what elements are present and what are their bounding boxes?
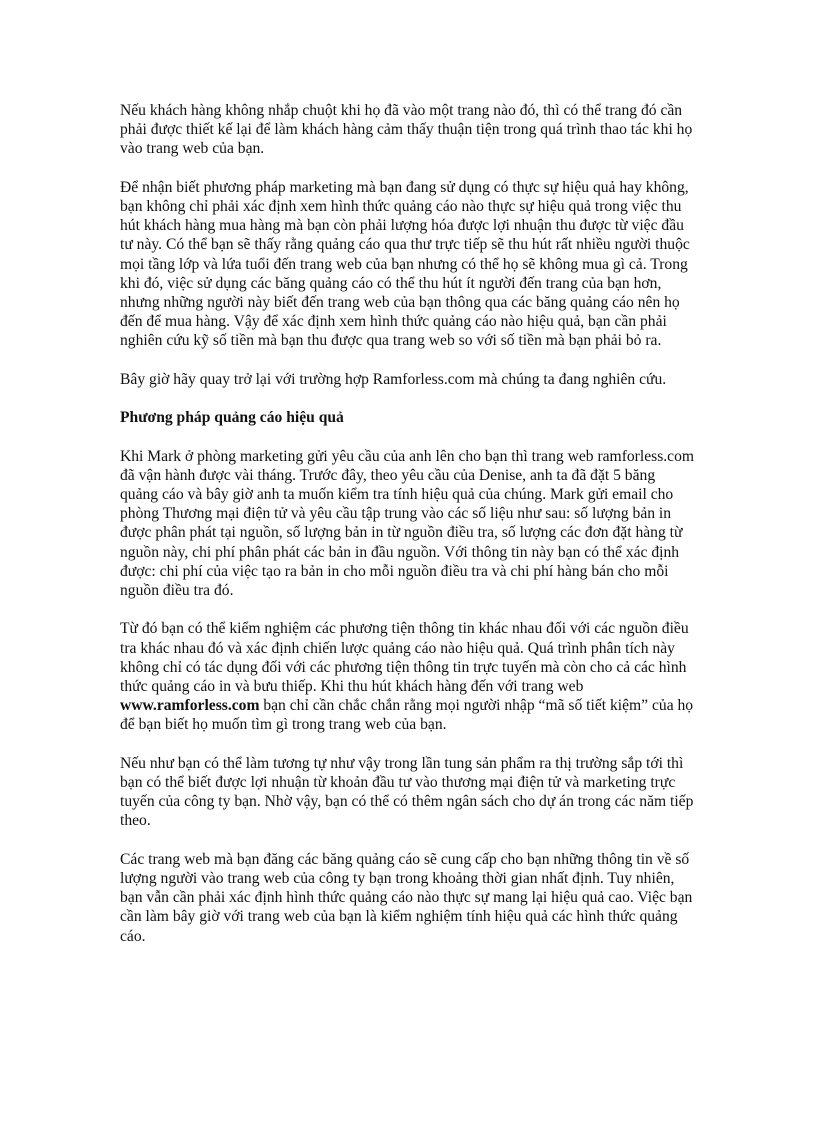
paragraph-4: Khi Mark ở phòng marketing gửi yêu cầu của anh lên cho bạn thì trang web ramforless.com đã vận hành được vài tháng. Trước đây, theo yêu cầu của Denise, anh ta đã đặt 5 băng quảng cáo và bây giờ anh ta muốn kiểm tra tính hiệu quả của chúng. Mark gửi email cho phòng Thương mại điện tử và yêu cầu tập trung vào các số liệu như sau: số lượng bản in được phân phát tại nguồn, số lượng bản in từ nguồn điều tra, số lượng các đơn đặt hàng từ nguồn này, chi phí phân phát các bản in đầu nguồn. Với thông tin này bạn có thể xác định được: chi phí của việc tạo ra bản in cho mỗi nguồn điều tra và chi phí hàng bán cho mỗi nguồn điều tra đó. xyxy=(120,447,695,600)
paragraph-7: Các trang web mà bạn đăng các băng quảng cáo sẽ cung cấp cho bạn những thông tin về số lượng người vào trang web của công ty bạn trong khoảng thời gian nhất định. Tuy nhiên, bạn vẫn cần phải xác định hình thức quảng cáo nào thực sự mang lại hiệu quả cao. Việc bạn cần làm bây giờ với trang web của bạn là kiểm nghiệm tính hiệu quả các hình thức quảng cáo. xyxy=(120,850,693,945)
paragraph-5-text-before: Từ đó bạn có thể kiểm nghiệm các phương tiện thông tin khác nhau đối với các nguồn điều tra khác nhau đó và xác định chiến lược quảng cáo nào hiệu quả. Quá trình phân tích này không chỉ có tác dụng đối với các phương tiện thông tin trực tuyến mà còn cho cả các hình thức quảng cáo in và bưu thiếp. Khi thu hút khách hàng đến với trang web xyxy=(120,620,689,696)
paragraph-6: Nếu như bạn có thể làm tương tự như vậy trong lần tung sản phẩm ra thị trường sắp tới thì bạn có thể biết được lợi nhuận từ khoản đầu tư vào thương mại điện tử và marketing trực tuyến của công ty bạn. Nhờ vậy, bạn có thể có thêm ngân sách cho dự án trong các năm tiếp theo. xyxy=(120,754,694,830)
section-heading: Phương pháp quảng cáo hiệu quả xyxy=(120,409,344,427)
paragraph-2: Để nhận biết phương pháp marketing mà bạn đang sử dụng có thực sự hiệu quả hay không, bạn không chỉ phải xác định xem hình thức quảng cáo nào thực sự hiệu quả trong việc thu hút khách hàng mua hàng mà bạn còn phải lượng hóa được lợi nhuận thu được từ việc đầu tư này. Có thể bạn sẽ thấy rằng quảng cáo qua thư trực tiếp sẽ thu hút rất nhiều người thuộc mọi tầng lớp và lứa tuổi đến trang web của bạn nhưng có thể họ sẽ không mua gì cả. Trong khi đó, việc sử dụng các băng quảng cáo có thể thu hút ít người đến trang của bạn hơn, nhưng những người này biết đến trang web của bạn thông qua các băng quảng cáo nên họ đến để mua hàng. Vậy để xác định xem hình thức quảng cáo nào hiệu quả, bạn cần phải nghiên cứu kỹ số tiền mà bạn thu được qua trang web so với số tiền mà bạn phải bỏ ra. xyxy=(120,178,690,350)
paragraph-3: Bây giờ hãy quay trở lại với trường hợp Ramforless.com mà chúng ta đang nghiên cứu. xyxy=(120,370,667,388)
paragraph-5 xyxy=(120,619,696,734)
document-body xyxy=(120,101,696,965)
paragraph-5-text-after: bạn chỉ cần chắc chắn rằng mọi người nhập “mã số tiết kiệm” của họ để bạn biết họ muốn tìm gì trong trang web của bạn. xyxy=(120,697,694,734)
website-url: www.ramforless.com xyxy=(120,697,260,715)
paragraph-1: Nếu khách hàng không nhắp chuột khi họ đã vào một trang nào đó, thì có thể trang đó cần phải được thiết kế lại để làm khách hàng cảm thấy thuận tiện trong quá trình thao tác khi họ vào trang web của bạn. xyxy=(120,102,693,158)
